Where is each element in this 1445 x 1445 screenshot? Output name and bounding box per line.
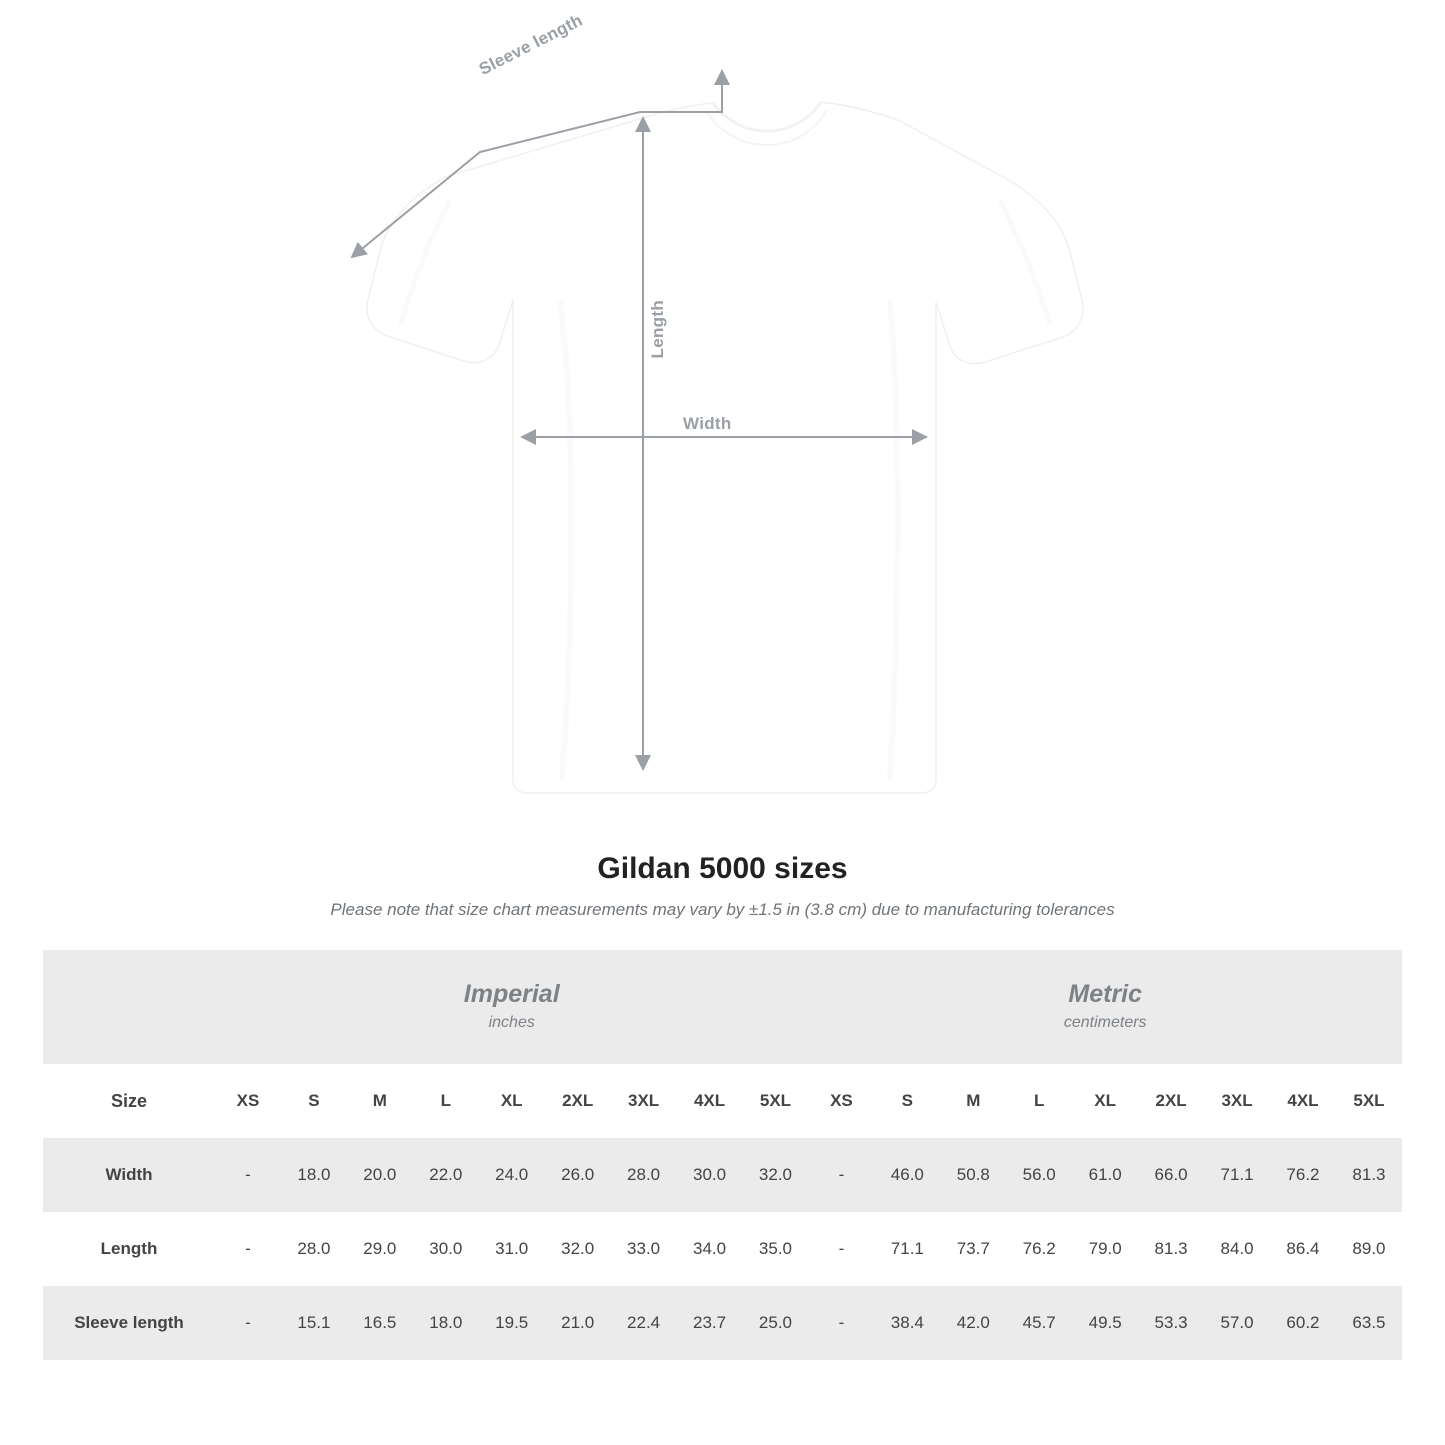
- size-col-metric-m: M: [940, 1064, 1006, 1138]
- sleeve-imperial-s: 15.1: [281, 1286, 347, 1360]
- length-imperial-2xl: 32.0: [545, 1212, 611, 1286]
- row-label-sleeve-length: Sleeve length: [43, 1286, 215, 1360]
- size-table-wrapper: [43, 950, 1402, 1360]
- sleeve-metric-4xl: 60.2: [1270, 1286, 1336, 1360]
- sleeve-metric-xs: -: [808, 1286, 874, 1360]
- size-col-metric-l: L: [1006, 1064, 1072, 1138]
- sleeve-imperial-m: 16.5: [347, 1286, 413, 1360]
- sleeve-imperial-4xl: 23.7: [677, 1286, 743, 1360]
- width-metric-5xl: 81.3: [1336, 1138, 1402, 1212]
- sleeve-imperial-l: 18.0: [413, 1286, 479, 1360]
- page-title: Gildan 5000 sizes: [597, 852, 848, 885]
- width-metric-m: 50.8: [940, 1138, 1006, 1212]
- sleeve-metric-l: 45.7: [1006, 1286, 1072, 1360]
- size-col-metric-xs: XS: [808, 1064, 874, 1138]
- size-header-cell: Size: [43, 1064, 215, 1138]
- length-metric-5xl: 89.0: [1336, 1212, 1402, 1286]
- length-label: Length: [648, 300, 667, 359]
- size-col-imperial-5xl: 5XL: [743, 1064, 809, 1138]
- row-label-length: Length: [43, 1212, 215, 1286]
- size-col-imperial-4xl: 4XL: [677, 1064, 743, 1138]
- unit-header-row: [43, 950, 1402, 1064]
- length-metric-s: 71.1: [874, 1212, 940, 1286]
- size-col-imperial-3xl: 3XL: [611, 1064, 677, 1138]
- imperial-group-header: [215, 950, 808, 1064]
- sleeve-imperial-3xl: 22.4: [611, 1286, 677, 1360]
- tshirt-shape: [367, 102, 1083, 793]
- size-col-imperial-m: M: [347, 1064, 413, 1138]
- table-row: [43, 1286, 1402, 1360]
- size-col-metric-4xl: 4XL: [1270, 1064, 1336, 1138]
- metric-group-header: [808, 950, 1402, 1064]
- metric-label: Metric: [1068, 979, 1143, 1008]
- sleeve-metric-2xl: 53.3: [1138, 1286, 1204, 1360]
- width-imperial-l: 22.0: [413, 1138, 479, 1212]
- title-block: [0, 852, 1445, 920]
- size-col-metric-s: S: [874, 1064, 940, 1138]
- row-label-width: Width: [43, 1138, 215, 1212]
- length-imperial-m: 29.0: [347, 1212, 413, 1286]
- size-col-imperial-l: L: [413, 1064, 479, 1138]
- width-metric-l: 56.0: [1006, 1138, 1072, 1212]
- sleeve-imperial-xl: 19.5: [479, 1286, 545, 1360]
- size-col-imperial-xl: XL: [479, 1064, 545, 1138]
- length-metric-xl: 79.0: [1072, 1212, 1138, 1286]
- width-imperial-4xl: 30.0: [677, 1138, 743, 1212]
- unit-header-spacer: [43, 950, 215, 1064]
- width-metric-4xl: 76.2: [1270, 1138, 1336, 1212]
- length-imperial-s: 28.0: [281, 1212, 347, 1286]
- width-imperial-xl: 24.0: [479, 1138, 545, 1212]
- width-imperial-2xl: 26.0: [545, 1138, 611, 1212]
- sleeve-length-label: Sleeve length: [476, 10, 586, 79]
- length-metric-m: 73.7: [940, 1212, 1006, 1286]
- width-label: Width: [683, 414, 732, 433]
- length-metric-3xl: 84.0: [1204, 1212, 1270, 1286]
- metric-unit: centimeters: [1063, 1013, 1147, 1031]
- sleeve-metric-m: 42.0: [940, 1286, 1006, 1360]
- width-imperial-5xl: 32.0: [743, 1138, 809, 1212]
- length-metric-xs: -: [808, 1212, 874, 1286]
- width-metric-xl: 61.0: [1072, 1138, 1138, 1212]
- size-col-metric-3xl: 3XL: [1204, 1064, 1270, 1138]
- length-imperial-4xl: 34.0: [677, 1212, 743, 1286]
- length-imperial-xl: 31.0: [479, 1212, 545, 1286]
- sleeve-imperial-5xl: 25.0: [743, 1286, 809, 1360]
- length-imperial-5xl: 35.0: [743, 1212, 809, 1286]
- width-imperial-s: 18.0: [281, 1138, 347, 1212]
- sleeve-metric-xl: 49.5: [1072, 1286, 1138, 1360]
- size-col-imperial-s: S: [281, 1064, 347, 1138]
- size-col-metric-5xl: 5XL: [1336, 1064, 1402, 1138]
- size-table: [43, 950, 1402, 1360]
- length-imperial-3xl: 33.0: [611, 1212, 677, 1286]
- size-col-imperial-xs: XS: [215, 1064, 281, 1138]
- width-metric-3xl: 71.1: [1204, 1138, 1270, 1212]
- sleeve-metric-3xl: 57.0: [1204, 1286, 1270, 1360]
- size-col-metric-2xl: 2XL: [1138, 1064, 1204, 1138]
- sleeve-metric-s: 38.4: [874, 1286, 940, 1360]
- imperial-unit: inches: [488, 1013, 535, 1031]
- table-row: [43, 1212, 1402, 1286]
- length-metric-2xl: 81.3: [1138, 1212, 1204, 1286]
- width-imperial-3xl: 28.0: [611, 1138, 677, 1212]
- width-metric-s: 46.0: [874, 1138, 940, 1212]
- width-metric-2xl: 66.0: [1138, 1138, 1204, 1212]
- size-col-metric-xl: XL: [1072, 1064, 1138, 1138]
- width-metric-xs: -: [808, 1138, 874, 1212]
- length-metric-l: 76.2: [1006, 1212, 1072, 1286]
- width-imperial-xs: -: [215, 1138, 281, 1212]
- width-imperial-m: 20.0: [347, 1138, 413, 1212]
- table-row: [43, 1138, 1402, 1212]
- sleeve-imperial-2xl: 21.0: [545, 1286, 611, 1360]
- length-imperial-xs: -: [215, 1212, 281, 1286]
- size-col-imperial-2xl: 2XL: [545, 1064, 611, 1138]
- length-imperial-l: 30.0: [413, 1212, 479, 1286]
- imperial-label: Imperial: [463, 979, 560, 1008]
- sleeve-imperial-xs: -: [215, 1286, 281, 1360]
- length-metric-4xl: 86.4: [1270, 1212, 1336, 1286]
- tolerance-note: Please note that size chart measurements may vary by ±1.5 in (3.8 cm) due to manufacturing tolerances: [330, 900, 1115, 919]
- sleeve-metric-5xl: 63.5: [1336, 1286, 1402, 1360]
- size-header-row: [43, 1064, 1402, 1138]
